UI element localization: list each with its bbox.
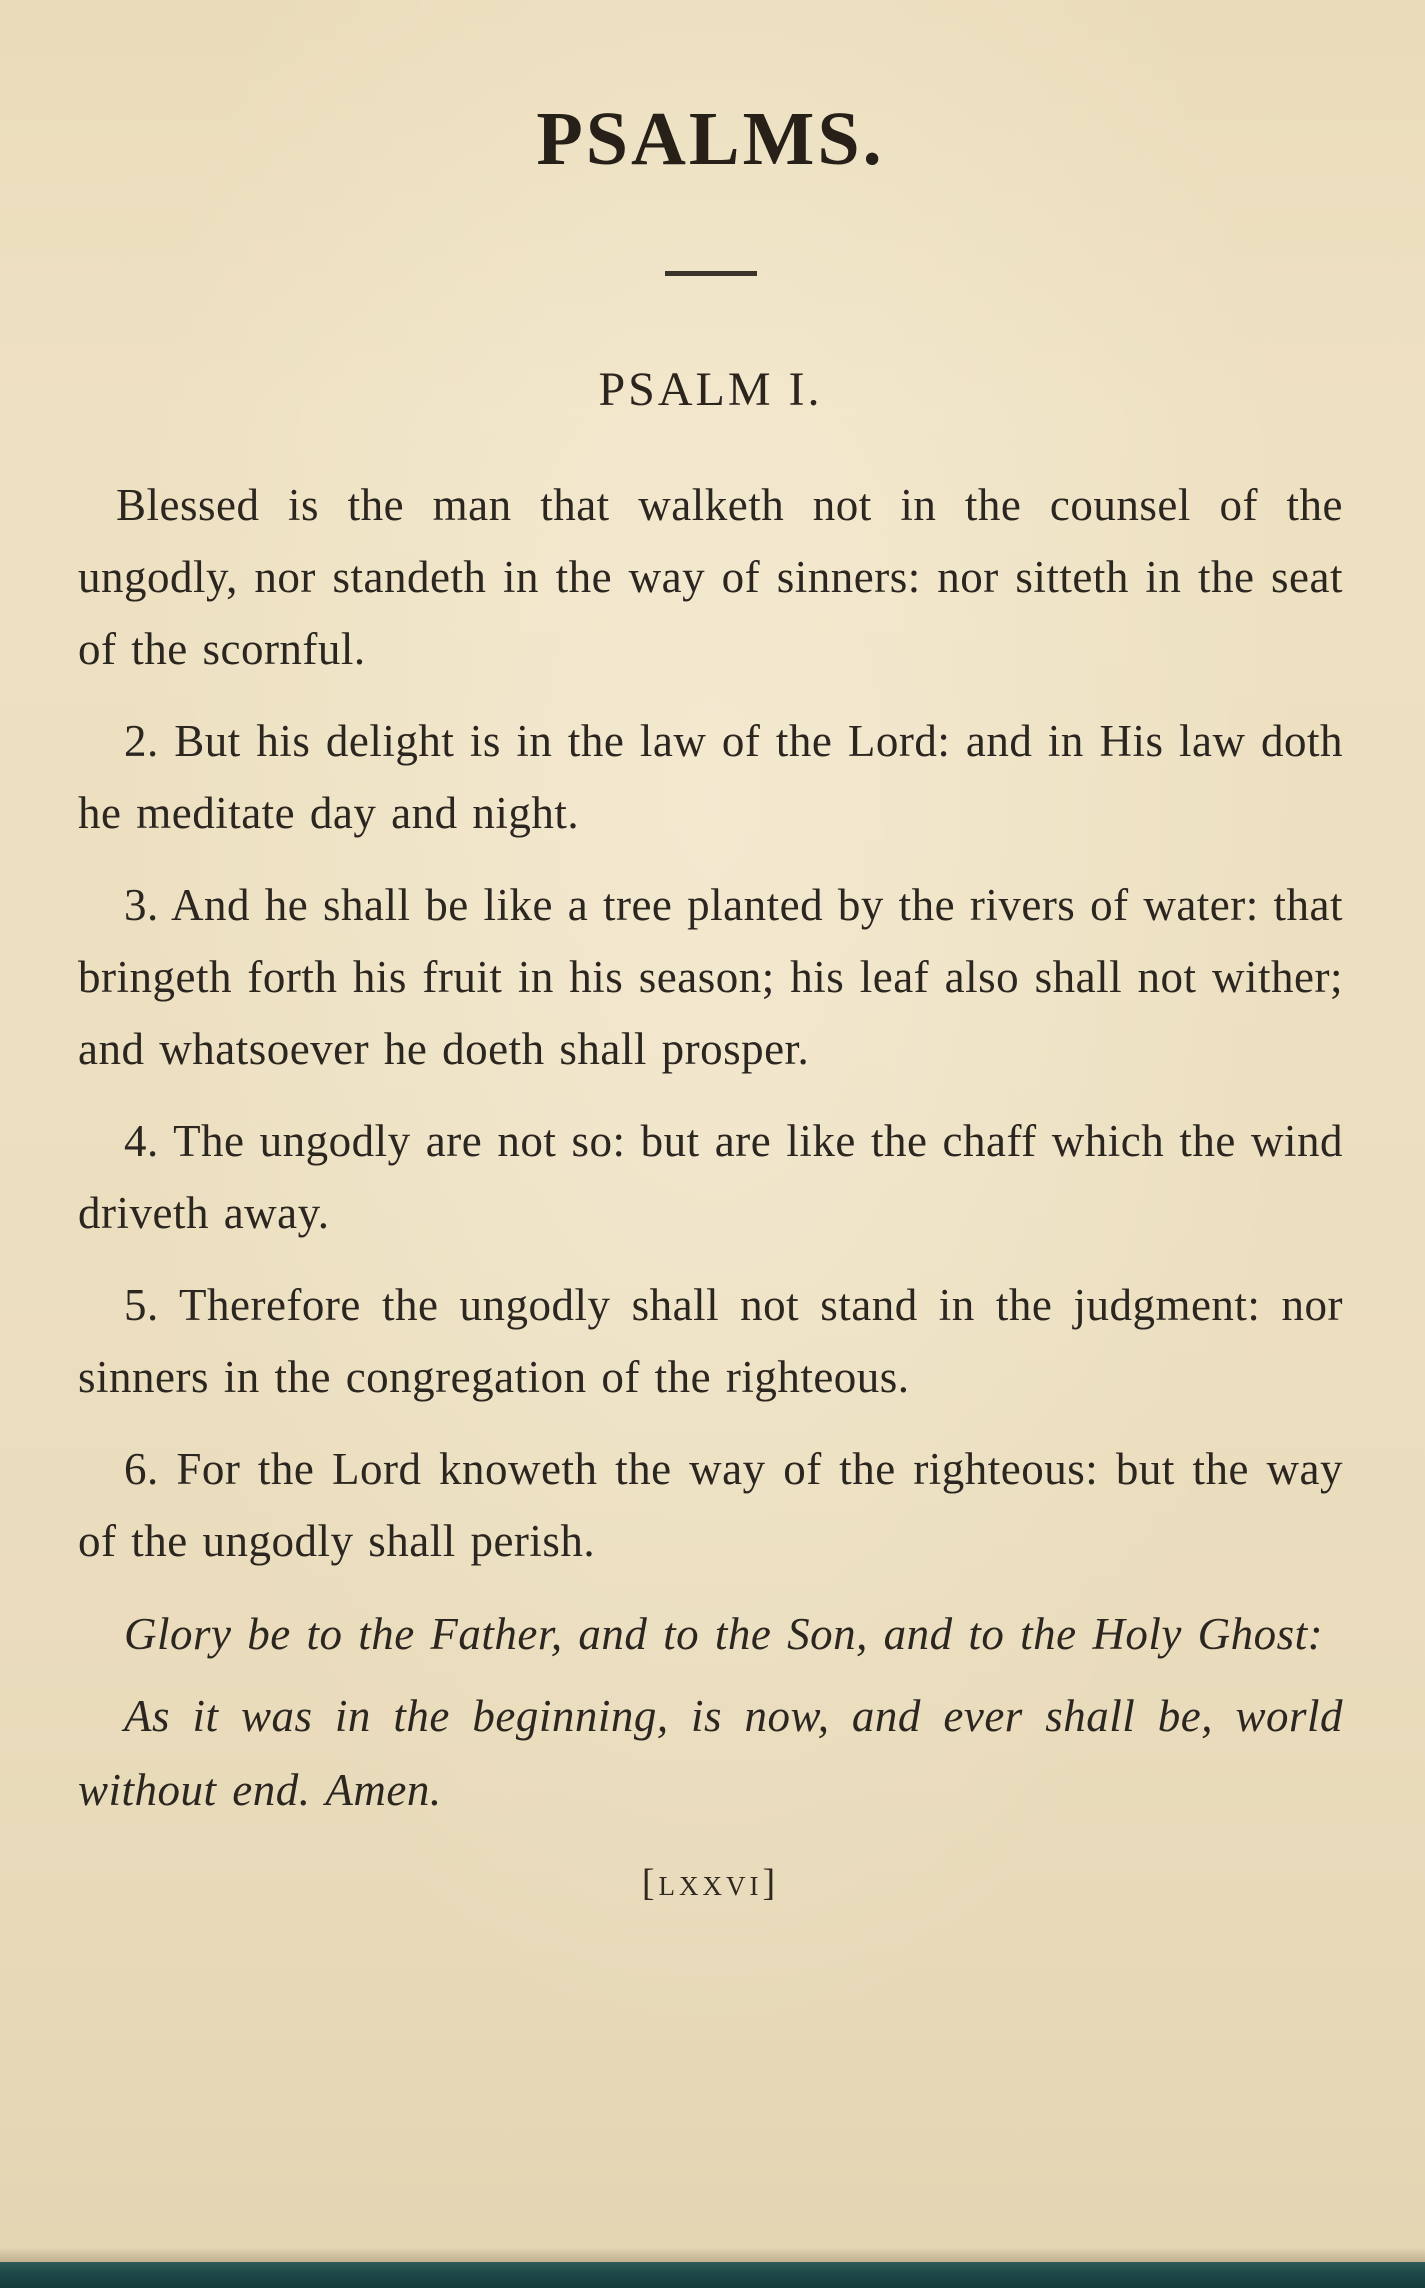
- psalm-heading: PSALM I.: [598, 363, 823, 416]
- title-divider-rule: [665, 271, 757, 276]
- book-title: PSALMS.: [536, 97, 885, 181]
- verse-4: 4. The ungodly are not so: but are like the chaff which the wind driveth away.: [78, 1116, 1343, 1238]
- page-bottom-shadow: [0, 2248, 1425, 2262]
- doxology-line-2: As it was in the beginning, is now, and ever shall be, world without end. Amen.: [78, 1691, 1343, 1815]
- doxology-line-1: Glory be to the Father, and to the Son, and to the Holy Ghost:: [124, 1609, 1324, 1659]
- verse-3: 3. And he shall be like a tree planted by the rivers of water: that bringeth forth his fruit in his season; his leaf also shall not wither; and whatsoever he doeth shall prosper.: [78, 880, 1343, 1074]
- verse-1: Blessed is the man that walketh not in the counsel of the ungodly, nor standeth in the way of sinners: nor sitteth in the seat of the scornful.: [78, 480, 1343, 674]
- verse-2: 2. But his delight is in the law of the Lord: and in His law doth he meditate day and night.: [78, 716, 1343, 838]
- verse-5: 5. Therefore the ungodly shall not stand in the judgment: nor sinners in the congregation of the righteous.: [78, 1280, 1343, 1402]
- verse-6: 6. For the Lord knoweth the way of the righteous: but the way of the ungodly shall perish.: [78, 1444, 1343, 1566]
- book-edge-strip: [0, 2262, 1425, 2288]
- psalm-body: [78, 469, 1343, 1827]
- page-number: [lxxvi]: [641, 1862, 780, 1904]
